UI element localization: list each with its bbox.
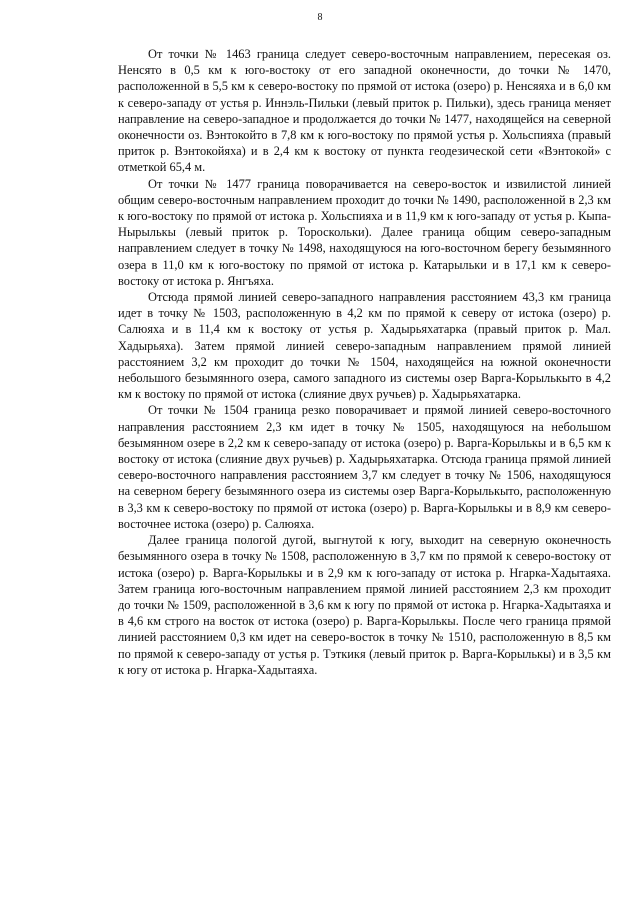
paragraph-1: От точки № 1463 граница следует северо-восточным направлением, пересекая оз. Ненсято в 0,5 км к юго-востоку от его западной оконечности, до точки № 1470, расположенной в 5,5 км к северо-востоку по прямой от истока (озеро) р. Ненсяяха и в 6,0 км к северо-западу от устья р. Иннэль-Пильки (левый приток р. Пильки), здесь граница меняет направление на северо-западное и продолжается до точки № 1477, находящейся на северной оконечности оз. Вэнтокойто в 7,8 км к юго-востоку по прямой устья р. Хольспияха (правый приток р. Вэнтокойяха) и в 2,4 км к востоку от пункта геодезической сети «Вэнтокой» с отметкой 65,4 м.: [118, 47, 611, 175]
paragraph-3: Отсюда прямой линией северо-западного направления расстоянием 43,3 км граница идет в точку № 1503, расположенную в 4,2 км по прямой к северу от истока (озеро) р. Салюяха и в 11,4 км к востоку от устья р. Хадырьяхатарка (правый приток р. Мал. Хадырьяха). Затем прямой линией северо-западным направлением прямой линией расстоянием 3,2 км проходит до точки № 1504, находящейся на южной оконечности небольшого безымянного озера, самого западного из системы озер Варга-Корылькыто в 4,2 км к востоку по прямой от истока (слияние двух ручьев) р. Хадырьяхатарка.: [118, 290, 611, 402]
page-number: 8: [317, 12, 323, 23]
paragraph-4: От точки № 1504 граница резко поворачивает и прямой линией северо-восточного направления расстоянием 2,3 км идет в точку № 1505, находящуюся на небольшом безымянном озере в 2,2 км к северо-западу от истока (озеро) р. Варга-Корылькы и в 6,5 км к востоку от истока (слияние двух ручьев) р. Хадырьяхатарка. Отсюда граница прямой линией северо-восточного направления расстоянием 3,7 км следует в точку № 1506, находящуюся на северном берегу безымянного озера из системы озер Варга-Корылькыто, расположенную в 3,3 км к северо-востоку по прямой от истока (озеро) р. Варга-Корылькы и в 8,9 км северо-восточнее истока (озеро) р. Салюяха.: [118, 403, 611, 531]
document-body: [118, 46, 611, 678]
paragraph-2: От точки № 1477 граница поворачивается на северо-восток и извилистой линией общим северо-восточным направлением проходит до точки № 1490, расположенной в 2,3 км к юго-востоку по прямой от истока р. Хольспияха и в 11,9 км к юго-западу от устья р. Кыпа-Нырылькы (левый приток р. Тороскольки). Далее граница общим северо-западным направлением следует в точку № 1498, находящуюся на юго-восточном берегу безымянного озера в 11,0 км к юго-востоку по прямой от истока р. Катарыльки и в 17,1 км к северо-востоку от истока р. Янгъяха.: [118, 176, 611, 288]
paragraph-5: Далее граница пологой дугой, выгнутой к югу, выходит на северную оконечность безымянного озера в точку № 1508, расположенную в 3,7 км по прямой к северо-востоку от истока (озеро) р. Варга-Корылькы и в 2,9 км к юго-западу от истока р. Нгарка-Хадытаяха. Затем граница юго-восточным направлением прямой линией расстоянием 2,3 км проходит до точки № 1509, расположенной в 3,6 км к югу по прямой от истока р. Нгарка-Хадытаяха и в 4,6 км строго на восток от истока (озеро) р. Варга-Корылькы. После чего граница прямой линией расстоянием 0,3 км идет на северо-восток в точку № 1510, расположенную в 8,5 км по прямой к северо-западу от устья р. Тэткикя (левый приток р. Варга-Корылькы) и в 3,5 км к югу от истока р. Нгарка-Хадытаяха.: [118, 533, 611, 677]
